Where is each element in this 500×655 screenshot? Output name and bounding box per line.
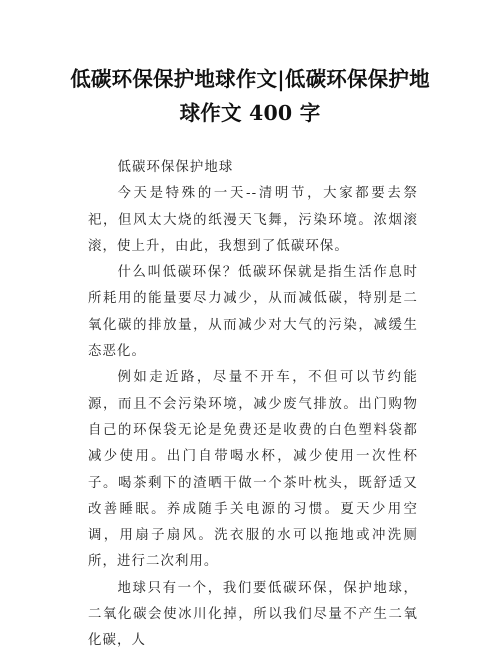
article-heading: 低碳环保保护地球 — [117, 160, 234, 175]
paragraph-1: 今天是特殊的一天--清明节，大家都要去祭祀，但风太大烧的纸漫天飞舞，污染环境。浓烟滚滚，使上升，由此，我想到了低碳环保。 — [88, 186, 418, 254]
document-title: 低碳环保保护地球作文|低碳环保保护地球作文 400 字 — [70, 67, 430, 125]
paragraph-4: 地球只有一个，我们要低碳环保，保护地球，二氧化碳会使冰川化掉，所以我们尽量不产生二氧化碳，人 — [88, 580, 418, 649]
paragraph-3: 例如走近路，尽量不开车，不但可以节约能源，而且不会污染环境，减少废气排放。出门购物自己的环保袋无论是免费还是收费的白色塑料袋都减少使用。出门自带喝水杯，减少使用一次性杯子。喝茶剩下的渣晒干做一个茶叶枕头，既舒适又改善睡眠。养成随手关电源的习惯。夏天少用空调，用扇子扇风。洗衣服的水可以拖地或冲洗厕所，进行二次利用。 — [88, 370, 418, 570]
paragraph-2: 什么叫低碳环保？低碳环保就是指生活作息时所耗用的能量要尽力减少，从而减低碳，特别是二氧化碳的排放量，从而减少对大气的污染，减缓生态恶化。 — [88, 265, 418, 360]
document-body — [88, 155, 418, 655]
